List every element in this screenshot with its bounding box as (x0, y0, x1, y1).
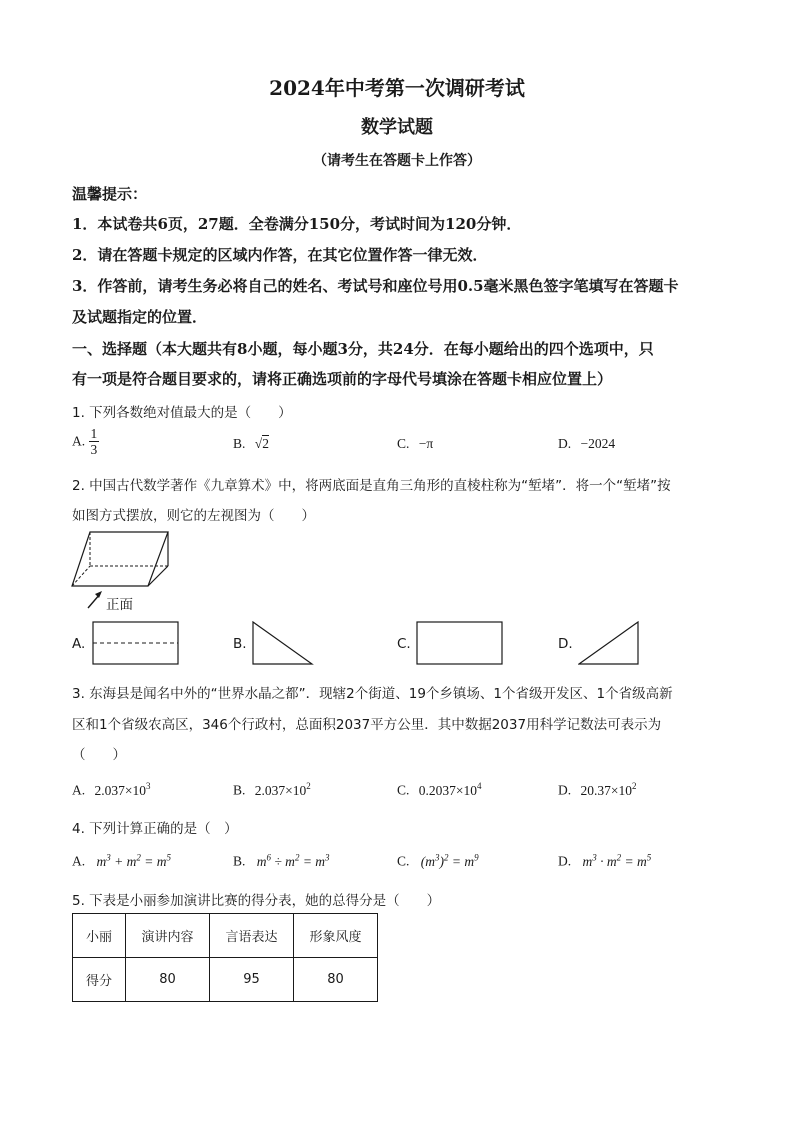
q1-b-value: 2 (262, 436, 269, 451)
q3-c-exp: 4 (477, 781, 482, 791)
q4-option-d: D. $m^3 \cdot m^2 = m^5$ (558, 852, 652, 869)
q2-b-label: B. (233, 636, 247, 652)
table-cell: 小丽 (73, 914, 126, 958)
q1-option-b (233, 436, 269, 452)
q2-option-a-figure (92, 621, 180, 666)
q3-d-label: D. (558, 782, 572, 798)
front-label: 正面 (106, 597, 133, 613)
table-cell: 演讲内容 (126, 914, 210, 958)
table-cell: 言语表达 (210, 914, 294, 958)
q1-d-label: D. (558, 436, 572, 451)
q3-b-exp: 2 (306, 781, 311, 791)
q4-option-a: A. $m^3 + m^2 = m^5$ (72, 852, 171, 869)
table-cell: 80 (294, 958, 378, 1002)
q1-c-label: C. (397, 436, 410, 451)
table-cell: 95 (210, 958, 294, 1002)
q5-stem: 5. 下表是小丽参加演讲比赛的得分表，她的总得分是（ ） (72, 893, 441, 909)
q3-b-label: B. (233, 782, 246, 798)
tips-heading: 温馨提示： (72, 185, 148, 203)
q4-option-b: B. $m^6 \div m^2 = m^3$ (233, 852, 330, 869)
q1-option-c (397, 436, 433, 452)
q3-option-a (72, 781, 151, 799)
q2-option-d-figure (578, 621, 640, 666)
section-heading-line1: 一、选择题（本大题共有8小题，每小题3分，共24分．在每小题给出的四个选项中，只 (72, 340, 654, 358)
q3-option-c (397, 781, 482, 799)
tip-3-cont: 及试题指定的位置． (72, 308, 208, 326)
q3-option-d (558, 781, 637, 799)
q1-b-label: B. (233, 436, 246, 451)
q3-stem-line1: 3. 东海县是闻名中外的“世界水晶之都”．现辖2个街道、19个乡镇场、1个省级开发区、1个省级高新 (72, 686, 673, 702)
tip-2: 2．请在答题卡规定的区域内作答，在其它位置作答一律无效． (72, 246, 488, 264)
q2-option-c-figure (416, 621, 504, 666)
q3-stem-line2: 区和1个省级农高区，346个行政村，总面积2037平方公里．其中数据2037用科学记数法可表示为 (72, 717, 662, 733)
table-cell: 得分 (73, 958, 126, 1002)
q4-a-label: A. (72, 853, 86, 869)
q4-option-c: C. $(m^3)^2 = m^9$ (397, 852, 479, 869)
tip-3: 3．作答前，请考生务必将自己的姓名、考试号和座位号用0.5毫米黑色签字笔填写在答题卡 (72, 277, 679, 295)
tip-1: 1．本试卷共6页，27题．全卷满分150分，考试时间为120分钟． (72, 215, 522, 233)
table-row (73, 914, 378, 958)
q2-stem-line1: 2. 中国古代数学著作《九章算术》中，将两底面是直角三角形的直棱柱称为“堑堵”．将一个“堑堵”按 (72, 478, 671, 494)
q3-c-label: C. (397, 782, 410, 798)
score-table (72, 913, 378, 1002)
table-cell: 形象风度 (294, 914, 378, 958)
table-cell: 80 (126, 958, 210, 1002)
q2-stem-line2: 如图方式摆放，则它的左视图为（ ） (72, 508, 315, 524)
sqrt-icon: √2 (254, 436, 269, 451)
q1-option-d (558, 436, 615, 452)
q1-a-fraction (89, 426, 100, 457)
q3-stem-line3: （ ） (72, 747, 126, 763)
q4-stem: 4. 下列计算正确的是（ ） (72, 821, 238, 837)
q3-a-exp: 3 (146, 781, 151, 791)
q3-a-base: 2.037×10 (94, 782, 146, 798)
q1-d-value: −2024 (580, 436, 616, 451)
q1-option-a (72, 426, 99, 457)
q3-a-label: A. (72, 782, 86, 798)
table-row (73, 958, 378, 1002)
q4-b-label: B. (233, 853, 246, 869)
q3-d-base: 20.37×10 (580, 782, 632, 798)
prism-front-face (72, 532, 168, 586)
q3-option-b (233, 781, 311, 799)
q3-c-base: 0.2037×10 (418, 782, 478, 798)
answer-note: （请考生在答题卡上作答） (313, 153, 481, 169)
exam-title: 2024年中考第一次调研考试 (269, 76, 525, 100)
q2-option-b-figure (252, 621, 314, 666)
q4-c-label: C. (397, 853, 410, 869)
q1-c-value: −π (418, 436, 434, 451)
q3-b-base: 2.037×10 (254, 782, 307, 798)
q2-a-label: A. (72, 636, 86, 652)
q4-d-label: D. (558, 853, 572, 869)
q1-a-label: A. (72, 433, 86, 449)
section-heading-line2: 有一项是符合题目要求的，请将正确选项前的字母代号填涂在答题卡相应位置上） (72, 370, 613, 388)
q2-d-label: D. (558, 636, 573, 652)
q2-c-label: C. (397, 636, 411, 652)
q1-a-numerator: 1 (90, 426, 98, 441)
q1-stem: 1. 下列各数绝对值最大的是（ ） (72, 405, 292, 421)
q3-d-exp: 2 (632, 781, 637, 791)
subject-title: 数学试题 (361, 117, 433, 138)
q1-a-denominator: 3 (90, 442, 98, 457)
